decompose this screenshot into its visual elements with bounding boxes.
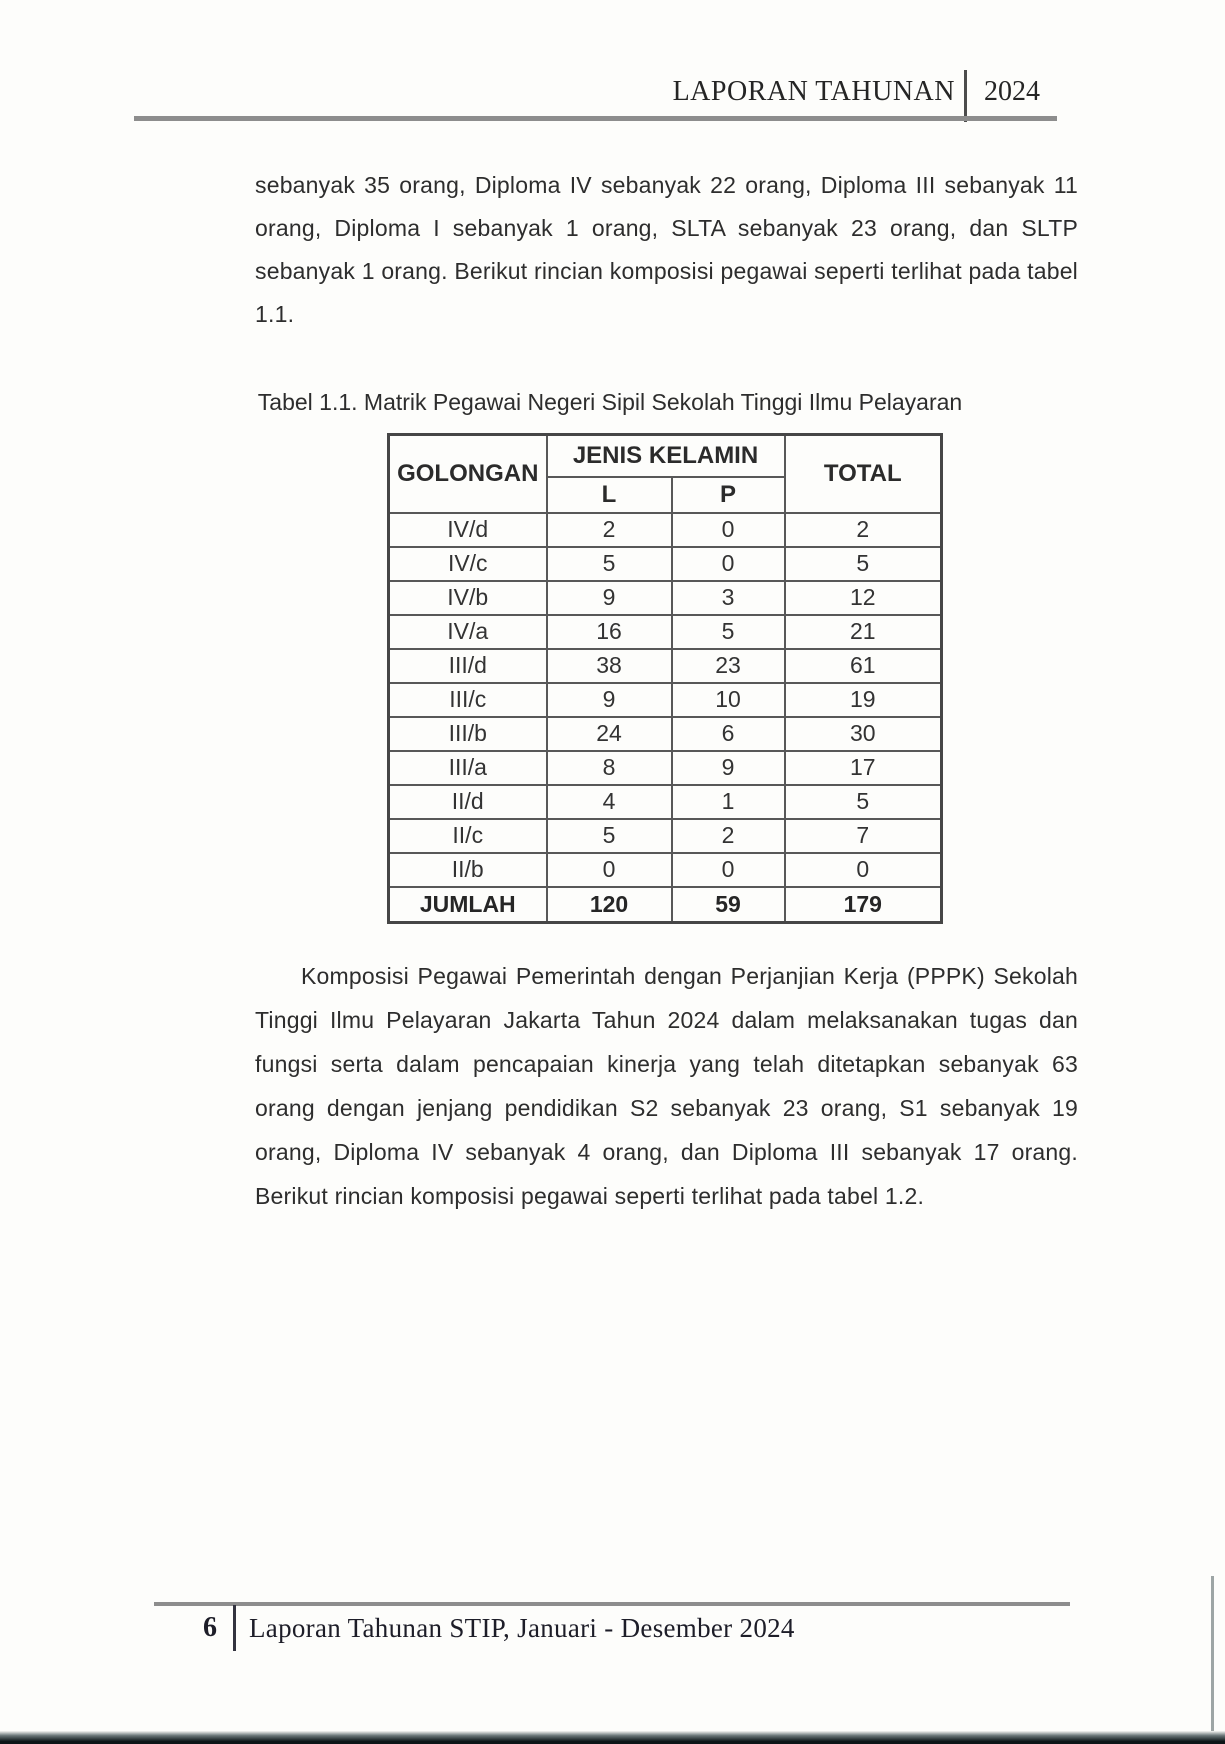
footer-rule	[154, 1602, 1070, 1606]
cell-total: 30	[785, 717, 942, 751]
col-header-golongan: GOLONGAN	[389, 435, 547, 513]
col-header-l: L	[547, 477, 672, 513]
table-row	[389, 581, 942, 615]
cell-golongan: III/c	[389, 683, 547, 717]
cell-l: 2	[547, 513, 672, 547]
paragraph-pppk-composition: Komposisi Pegawai Pemerintah dengan Perjanjian Kerja (PPPK) Sekolah Tinggi Ilmu Pelayaran Jakarta Tahun 2024 dalam melaksanakan tugas dan fungsi serta dalam pencapaian kinerja yang telah ditetapkan sebanyak 63 orang dengan jenjang pendidikan S2 sebanyak 23 orang, S1 sebanyak 19 orang, Diploma IV sebanyak 4 orang, dan Diploma III sebanyak 17 orang. Berikut rincian komposisi pegawai seperti terlihat pada tabel 1.2.	[255, 963, 1078, 1209]
cell-golongan: III/b	[389, 717, 547, 751]
cell-p: 2	[672, 819, 785, 853]
header-rule	[134, 116, 1057, 121]
cell-p: 10	[672, 683, 785, 717]
cell-golongan: II/d	[389, 785, 547, 819]
cell-jumlah-l: 120	[547, 887, 672, 923]
table-header	[389, 435, 942, 513]
cell-total: 17	[785, 751, 942, 785]
cell-l: 38	[547, 649, 672, 683]
cell-total: 2	[785, 513, 942, 547]
table-total-row	[389, 887, 942, 923]
header-report-title: LAPORAN TAHUNAN	[672, 76, 955, 107]
cell-golongan: IV/a	[389, 615, 547, 649]
header-divider-bar	[964, 70, 967, 122]
cell-total: 0	[785, 853, 942, 887]
cell-golongan: IV/c	[389, 547, 547, 581]
table-body	[389, 513, 942, 923]
table-row	[389, 615, 942, 649]
scan-edge-bottom-strip	[0, 1731, 1225, 1744]
cell-p: 5	[672, 615, 785, 649]
cell-l: 9	[547, 683, 672, 717]
cell-p: 9	[672, 751, 785, 785]
cell-l: 9	[547, 581, 672, 615]
cell-p: 3	[672, 581, 785, 615]
col-header-total: TOTAL	[785, 435, 942, 513]
cell-golongan: III/d	[389, 649, 547, 683]
cell-golongan: II/c	[389, 819, 547, 853]
cell-total: 19	[785, 683, 942, 717]
cell-l: 5	[547, 547, 672, 581]
footer-report-label: Laporan Tahunan STIP, Januari - Desember 2024	[249, 1613, 795, 1643]
cell-jumlah-total: 179	[785, 887, 942, 923]
table-header-row-1	[389, 435, 942, 477]
cell-l: 4	[547, 785, 672, 819]
cell-golongan: IV/d	[389, 513, 547, 547]
footer-divider-bar	[233, 1605, 236, 1651]
cell-jumlah-p: 59	[672, 887, 785, 923]
cell-p: 23	[672, 649, 785, 683]
cell-p: 0	[672, 513, 785, 547]
cell-total: 21	[785, 615, 942, 649]
scan-edge-right-artifact	[1211, 1576, 1214, 1744]
cell-p: 0	[672, 547, 785, 581]
cell-p: 0	[672, 853, 785, 887]
cell-total: 5	[785, 547, 942, 581]
cell-total: 5	[785, 785, 942, 819]
table-row	[389, 683, 942, 717]
cell-l: 0	[547, 853, 672, 887]
cell-p: 1	[672, 785, 785, 819]
header-year: 2024	[984, 76, 1040, 107]
cell-l: 16	[547, 615, 672, 649]
col-header-p: P	[672, 477, 785, 513]
cell-golongan: III/a	[389, 751, 547, 785]
cell-total: 61	[785, 649, 942, 683]
table-row	[389, 547, 942, 581]
cell-l: 8	[547, 751, 672, 785]
col-group-header-jenis-kelamin: JENIS KELAMIN	[547, 435, 785, 477]
cell-jumlah-label: JUMLAH	[389, 887, 547, 923]
table-row	[389, 819, 942, 853]
cell-l: 24	[547, 717, 672, 751]
table-caption: Tabel 1.1. Matrik Pegawai Negeri Sipil Sekolah Tinggi Ilmu Pelayaran	[257, 389, 963, 415]
table-row	[389, 751, 942, 785]
cell-total: 12	[785, 581, 942, 615]
table-row	[389, 649, 942, 683]
cell-p: 6	[672, 717, 785, 751]
cell-golongan: II/b	[389, 853, 547, 887]
table-row	[389, 853, 942, 887]
cell-l: 5	[547, 819, 672, 853]
paragraph-pns-composition: sebanyak 35 orang, Diploma IV sebanyak 22 orang, Diploma III sebanyak 11 orang, Diploma I sebanyak 1 orang, SLTA sebanyak 23 orang, dan SLTP sebanyak 1 orang. Berikut rincian komposisi pegawai seperti terlihat pada tabel 1.1.	[255, 172, 1078, 327]
pns-composition-table	[387, 433, 943, 924]
table-row	[389, 513, 942, 547]
table-row	[389, 717, 942, 751]
cell-golongan: IV/b	[389, 581, 547, 615]
cell-total: 7	[785, 819, 942, 853]
footer-page-number: 6	[203, 1612, 217, 1643]
table-row	[389, 785, 942, 819]
